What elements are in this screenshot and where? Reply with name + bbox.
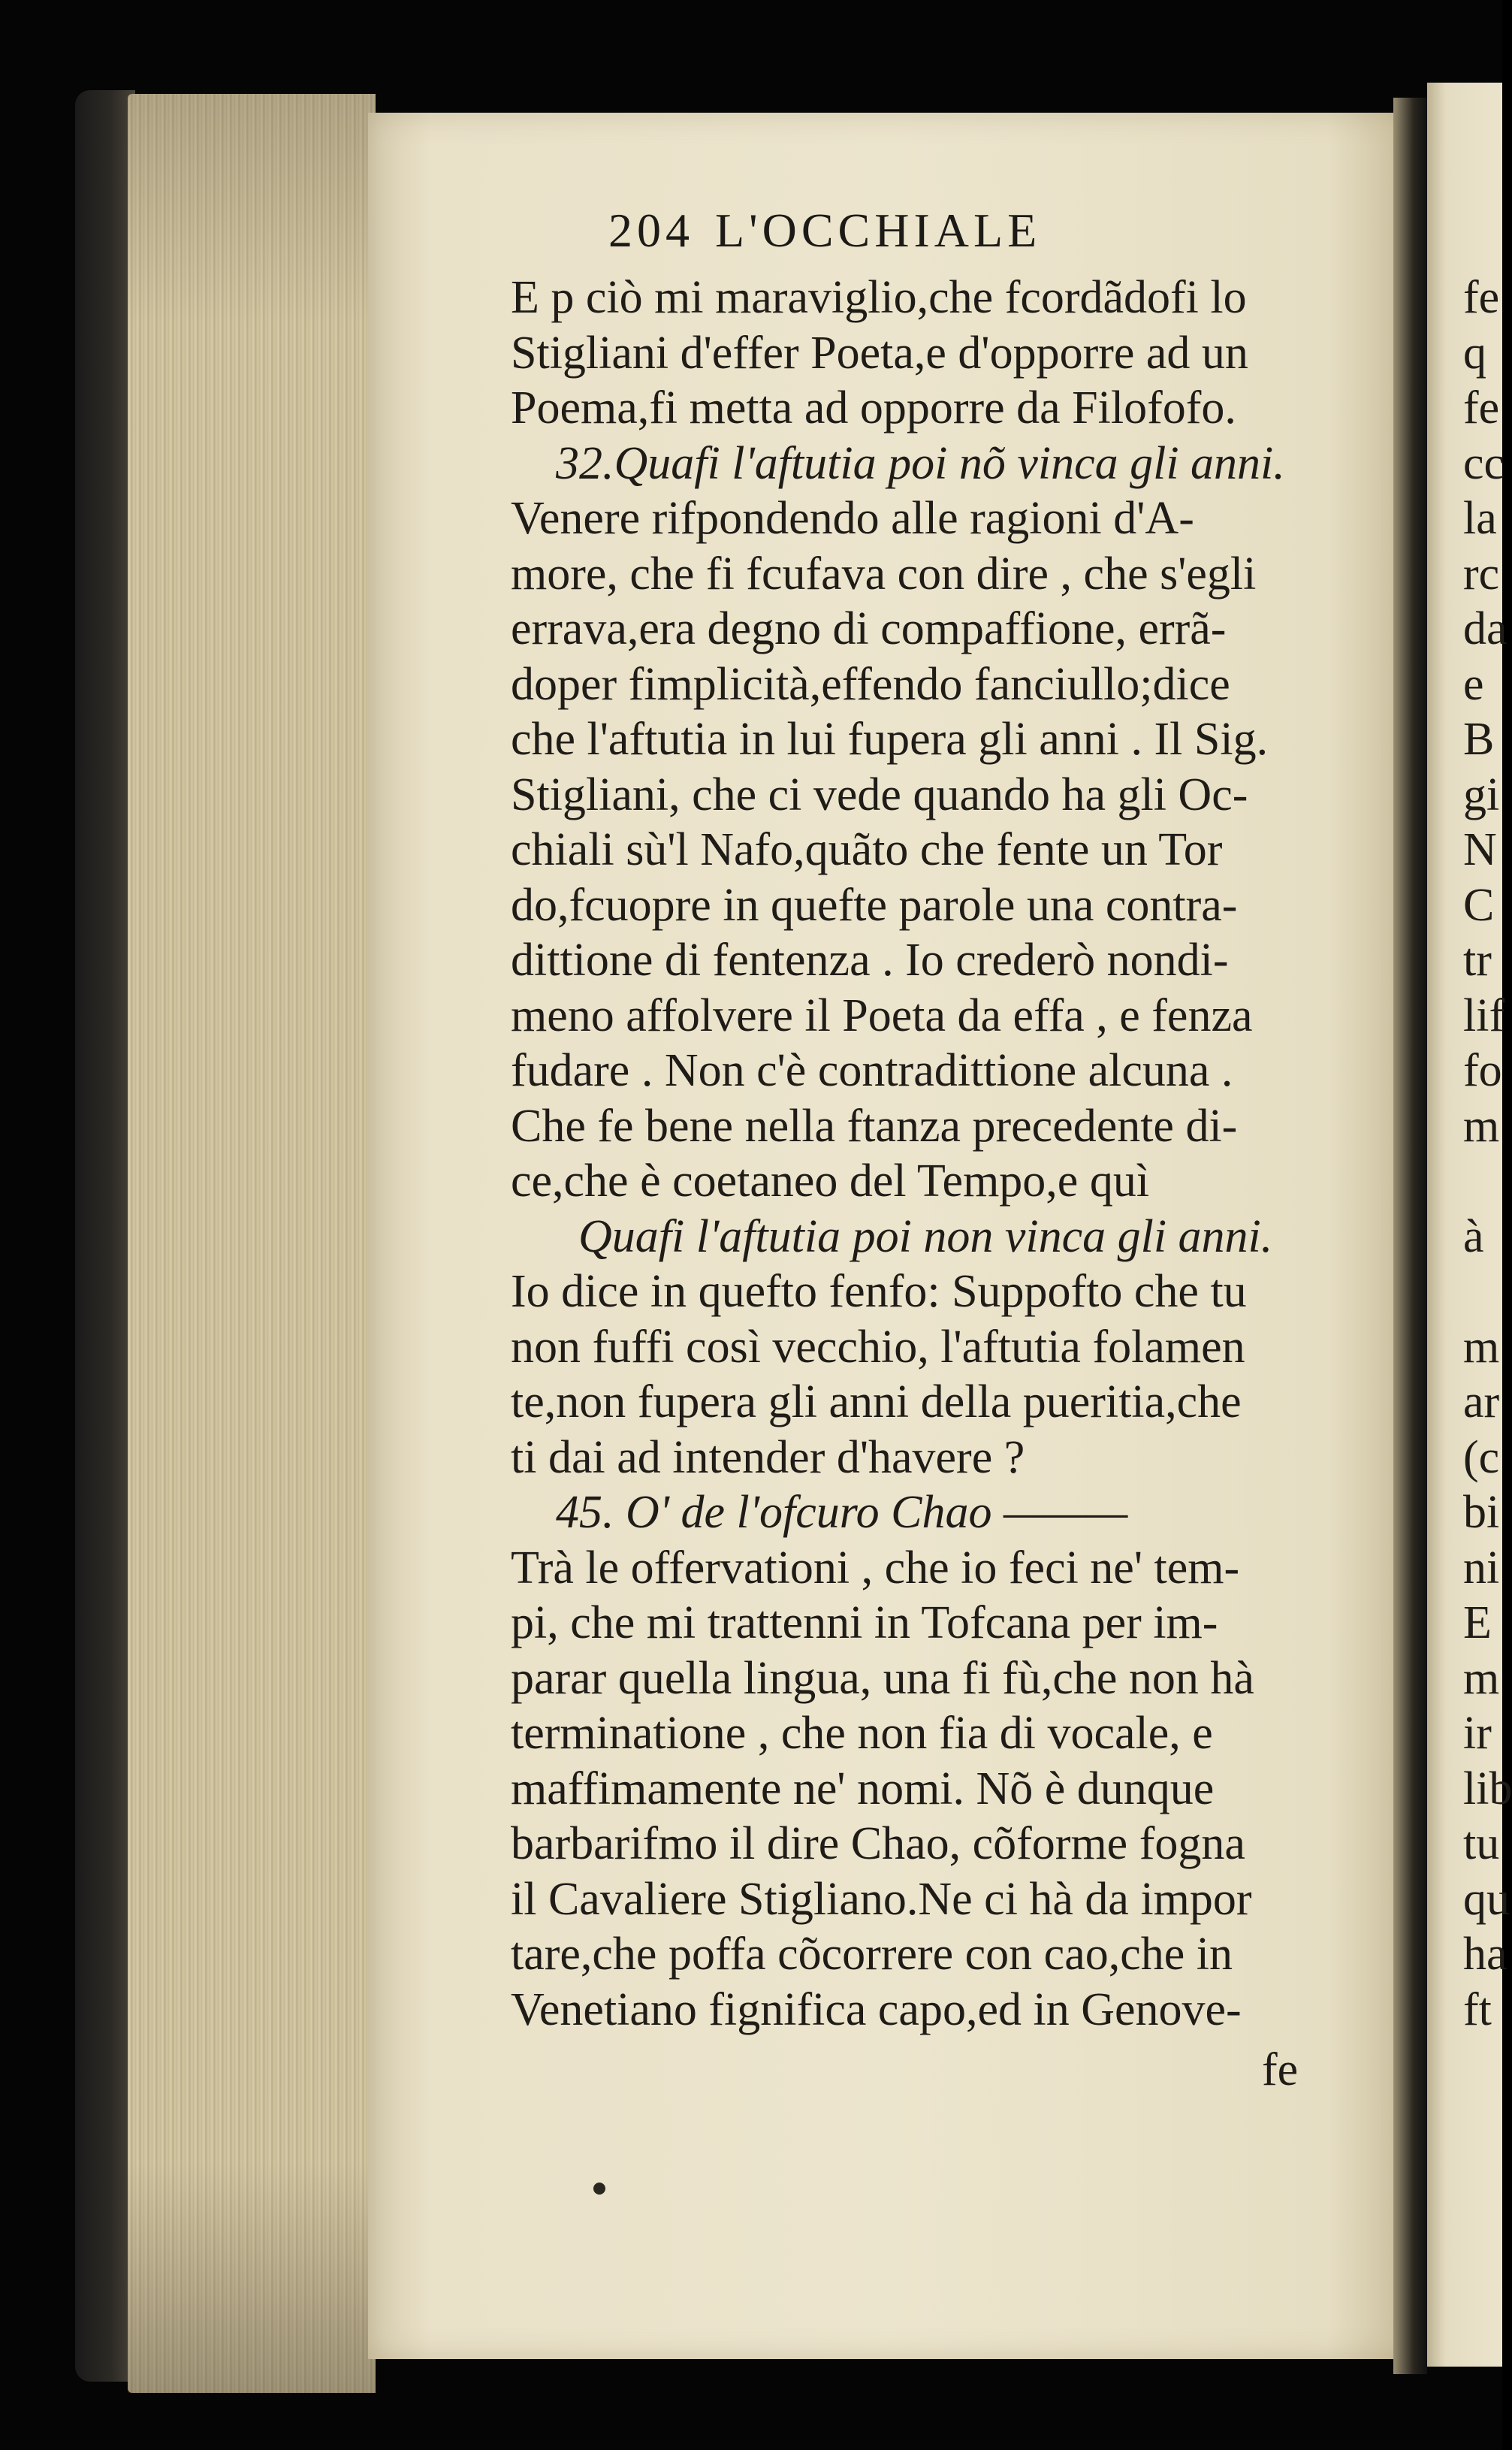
- facing-line-fragment: B: [1463, 714, 1495, 765]
- text-line: 45. O' de l'ofcuro Chao ———: [556, 1487, 1128, 1538]
- facing-line-fragment: [1463, 1154, 1508, 1210]
- facing-line-fragment: tu: [1463, 1818, 1500, 1869]
- facing-line-fragment: da: [1463, 603, 1507, 654]
- text-line: chiali sù'l Nafo,quãto che fente un Tor: [511, 824, 1223, 875]
- text-line: errava,era degno di compaffione, errã-: [511, 603, 1227, 654]
- text-line: Trà le offervationi , che io feci ne' tem-: [511, 1542, 1240, 1594]
- text-line: Venere rifpondendo alle ragioni d'A-: [511, 493, 1194, 544]
- text-line: more, che fi fcufava con dire , che s'egli: [511, 548, 1257, 600]
- text-line: tare,che poffa cõcorrere con cao,che in: [511, 1929, 1233, 1980]
- page-number: 204: [608, 204, 694, 257]
- facing-line-fragment: lif: [1463, 989, 1505, 1041]
- facing-line-fragment: bi: [1463, 1487, 1500, 1538]
- text-line: Io dice in quefto fenfo: Suppofto che tu: [511, 1266, 1247, 1317]
- facing-line-fragment: gi: [1463, 769, 1500, 820]
- ink-dot: [593, 2183, 605, 2195]
- facing-line-fragment: ni: [1463, 1542, 1500, 1594]
- text-line: maffimamente ne' nomi. Nõ è dunque: [511, 1763, 1215, 1814]
- text-line: che l'aftutia in lui fupera gli anni . Il Sig.: [511, 714, 1269, 765]
- text-line: Stigliani d'effer Poeta,e d'opporre ad un: [511, 327, 1248, 379]
- text-line: doper fimplicità,effendo fanciullo;dice: [511, 658, 1230, 710]
- text-line: ti dai ad intender d'havere ?: [511, 1431, 1025, 1483]
- book-gutter: [1393, 98, 1427, 2374]
- facing-line-fragment: la: [1463, 493, 1497, 544]
- text-line: te,non fupera gli anni della pueritia,che: [511, 1376, 1242, 1427]
- running-head: [608, 203, 1041, 258]
- text-line: dittione di fentenza . Io crederò nondi-: [511, 935, 1229, 986]
- facing-line-fragment: fe: [1463, 382, 1500, 434]
- facing-line-fragment: C: [1463, 879, 1495, 931]
- facing-line-fragment: cc: [1463, 437, 1505, 489]
- facing-line-fragment: N: [1463, 824, 1497, 875]
- text-line: parar quella lingua, una fi fù,che non hà: [511, 1652, 1254, 1704]
- text-line: Venetiano fignifica capo,ed in Genove-: [511, 1983, 1242, 2035]
- text-line: do,fcuopre in quefte parole una contra-: [511, 879, 1238, 931]
- facing-page-text: [1463, 270, 1512, 2038]
- facing-line-fragment: ha: [1463, 1929, 1507, 1980]
- facing-line-fragment: lib: [1463, 1763, 1512, 1814]
- text-line: E p ciò mi maraviglio,che fcordãdofi lo: [511, 272, 1247, 323]
- facing-line-fragment: ar: [1463, 1376, 1500, 1427]
- text-line: fudare . Non c'è contradittione alcuna .: [511, 1045, 1233, 1096]
- facing-line-fragment: fe: [1463, 272, 1500, 323]
- facing-line-fragment: rc: [1463, 548, 1500, 600]
- text-line: Quafi l'aftutia poi non vinca gli anni.: [578, 1210, 1273, 1262]
- facing-line-fragment: fo: [1463, 1045, 1502, 1096]
- facing-line-fragment: e: [1463, 658, 1484, 710]
- text-line: non fuffi così vecchio, l'aftutia folamen: [511, 1321, 1245, 1373]
- facing-line-fragment: E: [1463, 1597, 1492, 1648]
- text-line: ce,che è coetaneo del Tempo,e quì: [511, 1156, 1150, 1207]
- text-line: Stigliani, che ci vede quando ha gli Oc-: [511, 769, 1248, 820]
- text-line: barbarifmo il dire Chao, cõforme fogna: [511, 1818, 1245, 1869]
- running-title: L'OCCHIALE: [715, 204, 1042, 257]
- text-line: il Cavaliere Stigliano.Ne ci hà da impor: [511, 1873, 1252, 1925]
- text-line: meno affolvere il Poeta da effa , e fenza: [511, 989, 1253, 1041]
- facing-line-fragment: ir: [1463, 1708, 1492, 1759]
- body-text: [511, 270, 1382, 2038]
- page-edges: [128, 94, 376, 2393]
- catchword: fe: [1262, 2044, 1299, 2095]
- facing-line-fragment: (c: [1463, 1431, 1500, 1483]
- facing-line-fragment: qu: [1463, 1873, 1510, 1925]
- facing-line-fragment: m: [1463, 1321, 1500, 1373]
- facing-line-fragment: m: [1463, 1652, 1500, 1704]
- facing-line-fragment: m: [1463, 1100, 1500, 1152]
- text-line: terminatione , che non fia di vocale, e: [511, 1708, 1213, 1759]
- facing-line-fragment: à: [1463, 1210, 1484, 1262]
- facing-line-fragment: [1463, 1264, 1508, 1320]
- text-line: Poema,fi metta ad opporre da Filofofo.: [511, 382, 1236, 434]
- facing-line-fragment: tr: [1463, 935, 1492, 986]
- text-line: Che fe bene nella ftanza precedente di-: [511, 1100, 1238, 1152]
- facing-line-fragment: ft: [1463, 1983, 1492, 2035]
- text-line: 32.Quafi l'aftutia poi nõ vinca gli anni.: [556, 437, 1285, 489]
- book-binding: [75, 90, 135, 2382]
- facing-line-fragment: q: [1463, 327, 1486, 379]
- text-line: pi, che mi trattenni in Tofcana per im-: [511, 1597, 1218, 1648]
